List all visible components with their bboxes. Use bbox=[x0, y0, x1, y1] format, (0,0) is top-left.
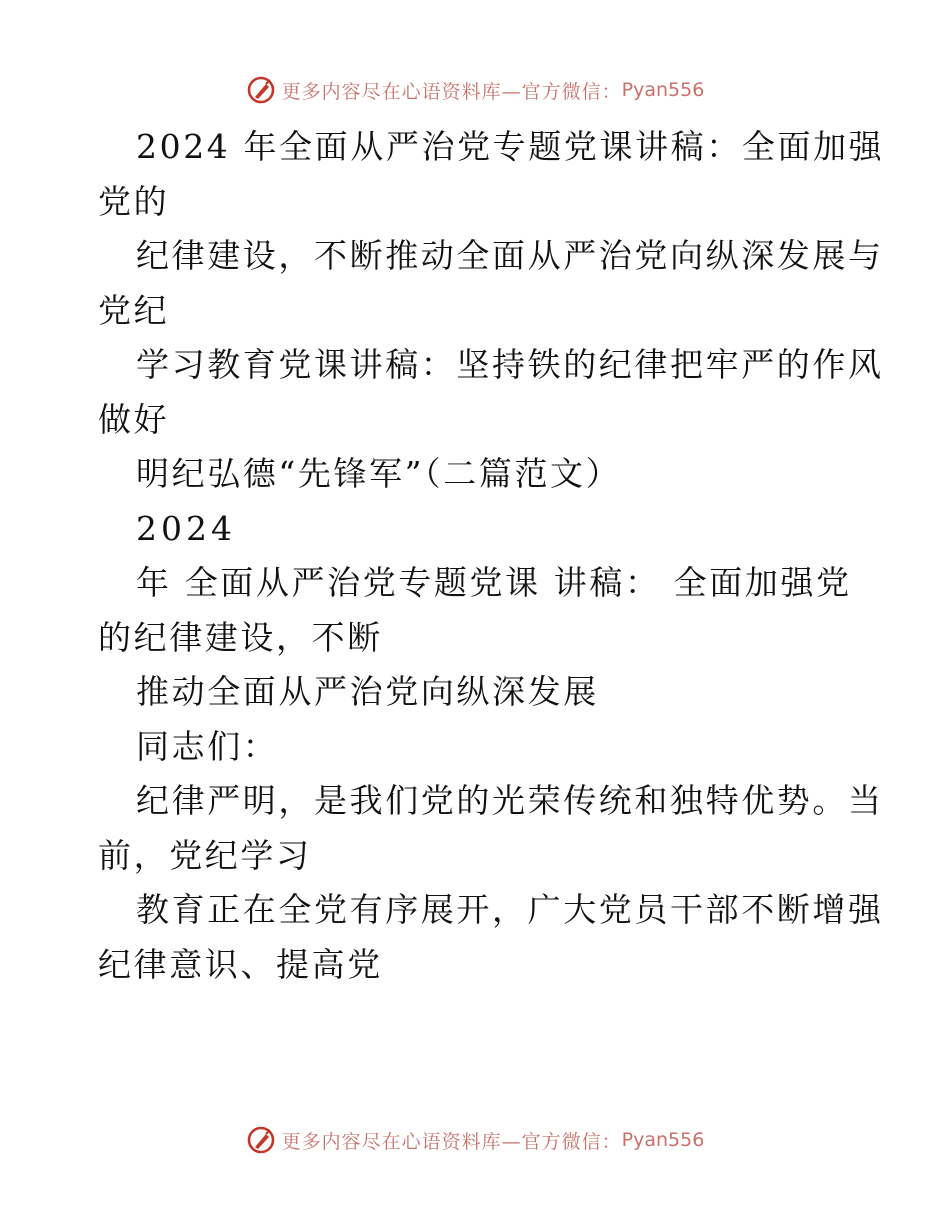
text-line: 教育正在全党有序展开，广大党员干部不断增强 bbox=[136, 890, 884, 929]
document-body bbox=[98, 120, 885, 992]
watermark-wechat-id: Pyan556 bbox=[621, 1129, 705, 1151]
text-line: 2024 年全面从严治党专题党课讲稿：全面加强 bbox=[136, 127, 885, 166]
text-line: 纪律意识、提高党 bbox=[98, 944, 383, 984]
text-line: 明纪弘德“先锋军”（二篇范文） bbox=[136, 454, 622, 493]
footer-watermark bbox=[0, 1120, 950, 1160]
pen-logo-icon bbox=[246, 1125, 276, 1155]
pen-logo-icon bbox=[246, 75, 276, 105]
text-line: 党的 bbox=[98, 181, 170, 221]
text-line: 纪律严明，是我们党的光荣传统和独特优势。当 bbox=[136, 781, 884, 820]
text-line: 2024 bbox=[136, 508, 236, 548]
header-watermark bbox=[0, 70, 950, 110]
text-line: 纪律建设，不断推动全面从严治党向纵深发展与 bbox=[136, 236, 884, 275]
text-line: 做好 bbox=[98, 399, 170, 439]
text-line: 党纪 bbox=[98, 290, 170, 330]
watermark-wechat-id: Pyan556 bbox=[621, 79, 705, 101]
watermark-text: 更多内容尽在心语资料库—官方微信： bbox=[281, 1130, 622, 1153]
text-line: 同志们： bbox=[136, 726, 279, 766]
text-line: 年 全面从严治党专题党课 讲稿： 全面加强党 bbox=[136, 563, 852, 602]
text-line: 学习教育党课讲稿：坚持铁的纪律把牢严的作风 bbox=[136, 345, 884, 384]
watermark-text: 更多内容尽在心语资料库—官方微信： bbox=[281, 80, 622, 103]
text-line: 的纪律建设，不断 bbox=[98, 617, 383, 657]
text-line: 推动全面从严治党向纵深发展 bbox=[136, 672, 599, 711]
text-line: 前，党纪学习 bbox=[98, 835, 312, 875]
